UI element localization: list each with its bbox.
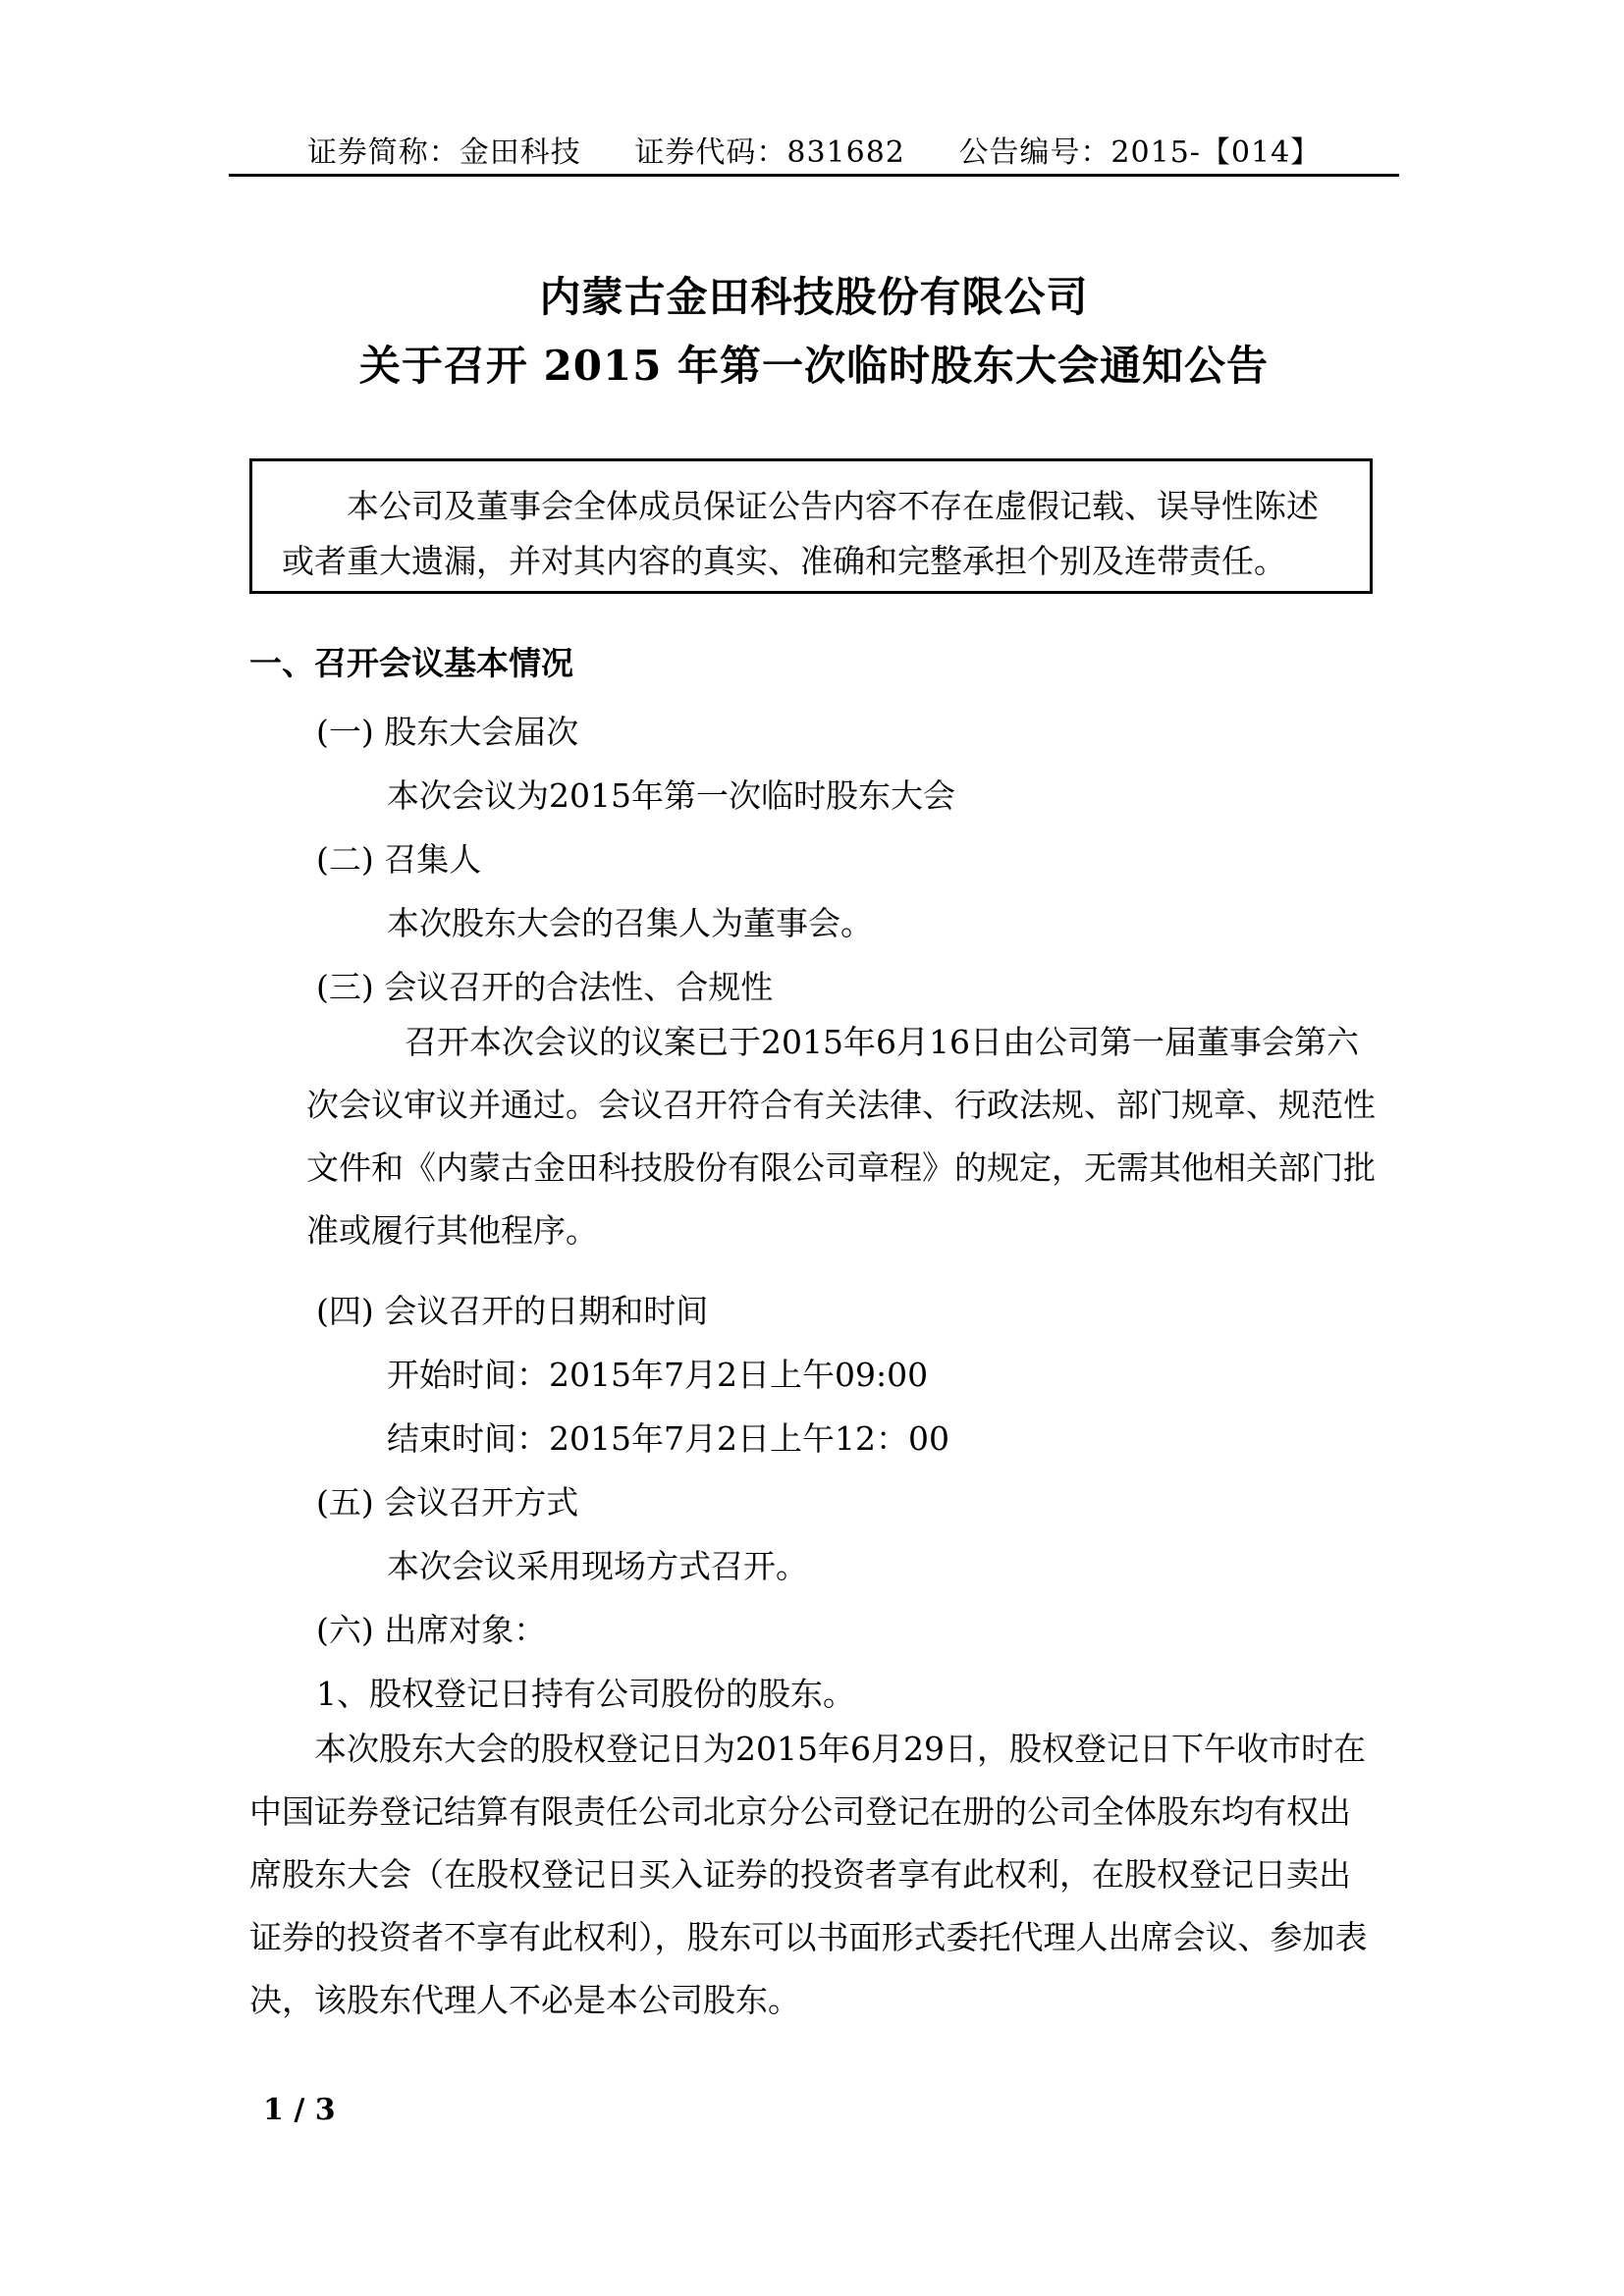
item-title: (六) 出席对象： (316, 1611, 547, 1649)
item-title: (二) 召集人 (316, 840, 482, 879)
item-text: 本次会议采用现场方式召开。 (387, 1547, 808, 1585)
notice-number: 公告编号：2015-【014】 (958, 135, 1322, 170)
disclaimer-box: 本公司及董事会全体成员保证公告内容不存在虚假记载、误导性陈述或者重大遗漏，并对其内容的真实、准确和完整承担个别及连带责任。 (249, 458, 1373, 594)
document-title-subject: 关于召开 2015 年第一次临时股东大会通知公告 (358, 342, 1270, 390)
page-header (229, 128, 1399, 177)
end-time: 结束时间：2015年7月2日上午12：00 (387, 1419, 949, 1458)
item-title: (一) 股东大会届次 (316, 713, 579, 751)
document-title-company: 内蒙古金田科技股份有限公司 (539, 273, 1089, 321)
item-title: (三) 会议召开的合法性、合规性 (316, 968, 774, 1006)
security-code: 证券代码：831682 (634, 135, 905, 170)
page-number: 1 / 3 (263, 2093, 336, 2127)
item-text: 本次会议为2015年第一次临时股东大会 (387, 776, 955, 815)
section-heading: 一、召开会议基本情况 (249, 644, 573, 682)
item-title: (五) 会议召开方式 (316, 1483, 579, 1522)
item-subtitle: 1、股权登记日持有公司股份的股东。 (316, 1675, 855, 1713)
security-short-name: 证券简称：金田科技 (306, 135, 581, 170)
item-text: 本次股东大会的召集人为董事会。 (387, 904, 873, 942)
item-paragraph: 本次股东大会的股权登记日为2015年6月29日，股权登记日下午收市时在中国证券登记结算有限责任公司北京分公司登记在册的公司全体股东均有权出席股东大会（在股权登记日买入证券的投资者享有此权利，在股权登记日卖出证券的投资者不享有此权利），股东可以书面形式委托代理人出席会议、参加表决，该股东代理人不必是本公司股东。 (249, 1730, 1368, 2019)
item-paragraph: 召开本次会议的议案已于2015年6月16日由公司第一届董事会第六次会议审议并通过。会议召开符合有关法律、行政法规、部门规章、规范性文件和《内蒙古金田科技股份有限公司章程》的规定，无需其他相关部门批准或履行其他程序。 (306, 1023, 1376, 1250)
header-divider (229, 174, 1399, 177)
start-time: 开始时间：2015年7月2日上午09:00 (387, 1356, 929, 1394)
item-title: (四) 会议召开的日期和时间 (316, 1292, 709, 1330)
